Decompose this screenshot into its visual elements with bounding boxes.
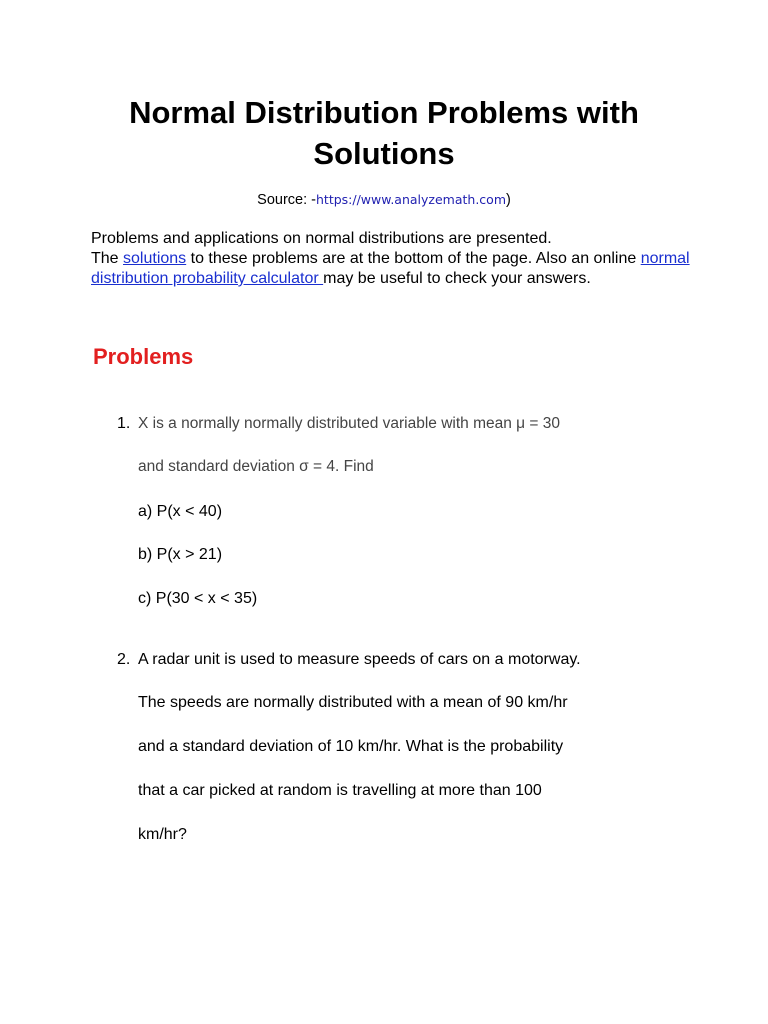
calculator-link[interactable]: normal distribution probability calculator (91, 250, 690, 287)
source-link[interactable]: https://www.analyzemath.com (316, 192, 506, 207)
problem-1-line-2: and standard deviation σ = 4. Find (138, 458, 374, 475)
problem-2-line-1: A radar unit is used to measure speeds of cars on a motorway. (138, 651, 581, 668)
problem-2-line-2: The speeds are normally distributed with a mean of 90 km/hr (138, 694, 568, 711)
problem-2-line-4: that a car picked at random is travelling at more than 100 (138, 782, 542, 799)
intro-paragraph (91, 229, 691, 289)
problem-2-number: 2. (117, 651, 131, 668)
source-suffix: ) (506, 192, 511, 208)
intro-the: The (91, 250, 124, 267)
page-title (60, 92, 708, 174)
intro-line-1: Problems and applications on normal distributions are presented. (91, 230, 552, 247)
source-label: Source: - (257, 192, 316, 208)
problem-1-part-c: c) P(30 < x < 35) (138, 590, 258, 607)
problems-heading: Problems (93, 344, 194, 369)
problem-1-part-b: b) P(x > 21) (138, 546, 223, 563)
source-line (0, 190, 768, 210)
page-title-line-2: Solutions (313, 136, 455, 171)
problem-2-line-3: and a standard deviation of 10 km/hr. What is the probability (138, 738, 564, 755)
solutions-link[interactable]: solutions (123, 250, 187, 267)
problem-2-line-5: km/hr? (138, 826, 187, 843)
intro-after-calculator: may be useful to check your answers. (323, 270, 591, 287)
page-title-line-1: Normal Distribution Problems with (129, 95, 639, 130)
problem-1-number: 1. (117, 415, 131, 432)
intro-after-solutions: to these problems are at the bottom of the page. Also an online (186, 250, 641, 267)
problem-1-part-a: a) P(x < 40) (138, 503, 223, 520)
problem-1-line-1: X is a normally normally distributed variable with mean μ = 30 (138, 415, 561, 432)
